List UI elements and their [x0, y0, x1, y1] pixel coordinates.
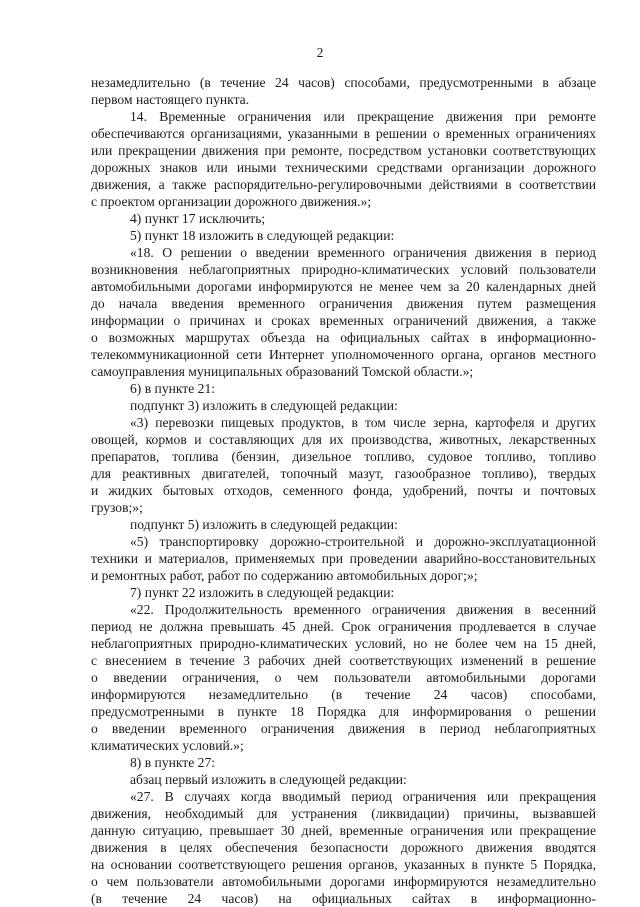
text-line: предусмотренными в пункте 18 Порядка для информирования о решении	[91, 704, 596, 719]
text-line: 14. Временные ограничения или прекращение движения при ремонте	[130, 109, 596, 124]
text-line: о чем пользователи автомобильными дорогами информируются незамедлительно	[91, 874, 596, 889]
text-line: информации о причинах и сроках временных ограничений движения, а также	[91, 313, 596, 328]
text-line: движения, необходимый для устранения (ликвидации) причины, вызвавшей	[91, 806, 596, 821]
text-line: телекоммуникационной сети Интернет уполномоченного органа, органов местного	[91, 347, 596, 362]
text-line: «22. Продолжительность временного ограничения движения в весенний	[130, 602, 596, 617]
text-line: о введении ограничения, о чем пользователи автомобильными дорогами	[91, 670, 596, 685]
text-line: «3) перевозки пищевых продуктов, в том числе зерна, картофеля и других	[130, 415, 596, 430]
text-line: с внесением в течение 3 рабочих дней соответствующих изменений в решение	[91, 653, 596, 668]
text-line: информируются незамедлительно (в течение 24 часов) способами,	[91, 687, 596, 702]
text-line: обеспечиваются организациями, указанными в решении о временных ограничениях	[91, 126, 596, 141]
text-line: и ремонтных работ, работ по содержанию автомобильных дорог;»;	[91, 568, 478, 583]
text-line: абзац первый изложить в следующей редакции:	[130, 772, 407, 787]
text-line: подпункт 3) изложить в следующей редакции:	[130, 398, 398, 413]
page-number: 2	[316, 45, 324, 60]
text-line: 7) пункт 22 изложить в следующей редакции:	[130, 585, 395, 600]
text-line: 5) пункт 18 изложить в следующей редакции:	[130, 228, 395, 243]
text-line: и жидких бытовых отходов, семенного фонда, удобрений, почты и почтовых	[91, 483, 596, 498]
text-line: или прекращении движения при ремонте, посредством установки соответствующих	[91, 143, 596, 158]
text-line: подпункт 5) изложить в следующей редакции:	[130, 517, 398, 532]
text-line: незамедлительно (в течение 24 часов) способами, предусмотренными в абзаце	[91, 75, 596, 90]
text-line: «18. О решении о введении временного ограничения движения в период	[130, 245, 596, 260]
text-line: автомобильными дорогами информируются не менее чем за 20 календарных дней	[91, 279, 596, 294]
text-line: о возможных маршрутах объезда на официальных сайтах в информационно-	[91, 330, 596, 345]
text-line: овощей, кормов и составляющих для их производства, животных, лекарственных	[91, 432, 596, 447]
text-line: данную ситуацию, превышает 30 дней, временные ограничения или прекращение	[91, 823, 596, 838]
text-line: для реактивных двигателей, топочный мазут, газообразное топливо), твердых	[91, 466, 596, 481]
text-line: неблагоприятных природно-климатических условий, но не более чем на 15 дней,	[91, 636, 596, 651]
text-line: 4) пункт 17 исключить;	[130, 211, 266, 226]
text-line: 8) в пункте 27:	[130, 755, 216, 770]
text-line: возникновения неблагоприятных природно-климатических условий пользователи	[91, 262, 596, 277]
text-line: «27. В случаях когда вводимый период ограничения или прекращения	[130, 789, 596, 804]
text-line: о введении временного ограничения движения в период неблагоприятных	[91, 721, 596, 736]
text-line: климатических условий.»;	[91, 738, 244, 753]
text-line: с проектом организации дорожного движения.»;	[91, 194, 372, 209]
text-line: грузов;»;	[91, 500, 143, 515]
document-body	[91, 74, 596, 907]
text-line: «5) транспортировку дорожно-строительной и дорожно-эксплуатационной	[130, 534, 596, 549]
text-line: техники и материалов, применяемых при проведении аварийно-восстановительных	[91, 551, 596, 566]
text-line: первом настоящего пункта.	[91, 92, 250, 107]
text-line: период не должна превышать 45 дней. Срок ограничения продлевается в случае	[91, 619, 596, 634]
text-line: (в течение 24 часов) на официальных сайтах в информационно-	[91, 891, 596, 906]
text-line: дорожных знаков или иными техническими средствами организации дорожного	[91, 160, 596, 175]
text-line: препаратов, топлива (бензин, дизельное топливо, судовое топливо, топливо	[91, 449, 596, 464]
text-line: самоуправления муниципальных образований Томской области.»;	[91, 364, 474, 379]
text-line: до начала введения временного ограничения движения путем размещения	[91, 296, 596, 311]
text-line: на основании соответствующего решения органов, указанных в пункте 5 Порядка,	[91, 857, 596, 872]
text-line: движения в целях обеспечения безопасности дорожного движения вводятся	[91, 840, 596, 855]
text-line: 6) в пункте 21:	[130, 381, 216, 396]
text-line: движения, а также распорядительно-регулировочными действиями в соответствии	[91, 177, 596, 192]
